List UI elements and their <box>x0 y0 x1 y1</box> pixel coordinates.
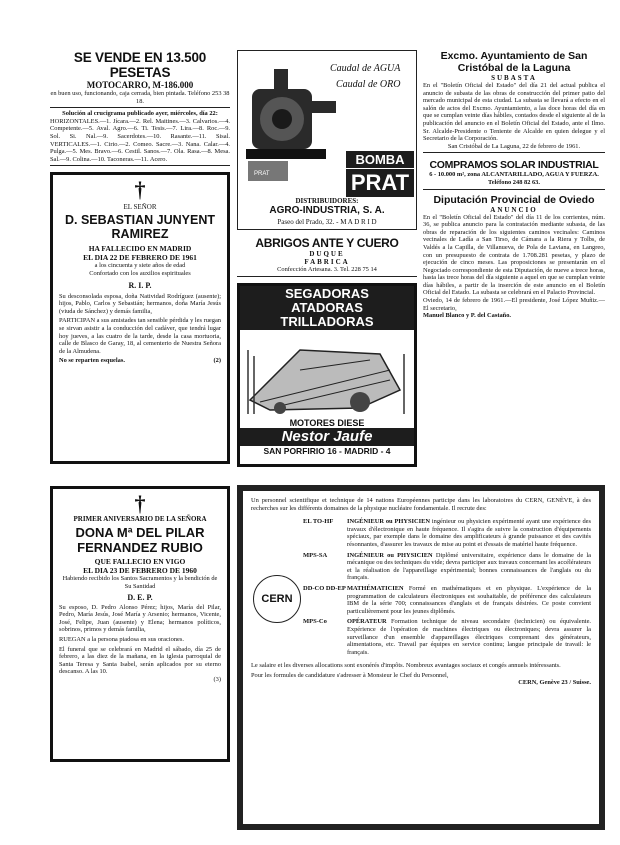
dip-body: En el "Boletín Oficial del Estado" del día 11 de los corrientes, núm. 36, se publica anuncio para la contratación mediante subasta, de las obras de reparación de los siguientes caminos vecinales: Caminos vecinales de Ladía a San Tirso, de Cámara a la Riera y Tolbs, de Valdés a la Capilla, de Villanueva, de Pola de Laviana, en Langreo, con un presupuesto de contrata de 1.708.281 pesetas, y plazo de ejecución de cinco meses. Las proposiciones se presentarán en el Negociado correspondiente de esta Diputación, de nueve a trece horas, hasta las trece horas del día siguiente a aquel en que se cumplan veinte días hábiles, a partir de la inserción de este anuncio en el Boletín Oficial del Estado. La subasta se celebrará en el Palacio Provincial. <box>423 213 605 297</box>
solar-ad <box>423 159 605 189</box>
dip-sign1: Oviedo, 14 de febrero de 1961.—El presidente, José López Muñiz.—El secretario, <box>423 297 605 312</box>
obit2-anniversary: PRIMER ANIVERSARIO DE LA SEÑORA <box>73 515 207 524</box>
obit2-name-line2: FERNANDEZ RUBIO <box>77 540 203 556</box>
cern-body <box>251 515 591 656</box>
obit1-name-line2: RAMIREZ <box>111 227 169 242</box>
sale-title: SE VENDE EN 13.500 PESETAS <box>73 50 207 80</box>
cern-item-text <box>347 518 591 548</box>
harvester-ad <box>237 283 417 467</box>
cern-item-text <box>347 585 591 615</box>
crossword-body: HORIZONTALES.—1. Jícara.—2. Rel. Maitines.—3. Calvarios.—4. Competente.—5. Aval. Agro.—6. Ti. Tesis.—7. Lira.—8. Roc.—9. Sol. Si. Nal.—9. Sacerdotes.—10. Rasante.—11. Sisal. VERTICALES.—1. Cirio.—2. Comeo. Sacre.—3. Nana. Calar.—4. Pulga.—5. Mes. Bravo.—6. Cestil. Sanos.—7. Ola. Rasa.—8. Mesa. Sal.—9. Colina.—10. Taconeras.—11. Acero. <box>50 117 230 163</box>
pump-brand-text: PRAT <box>350 170 410 195</box>
crossword-title: Solución al crucigrama publicado ayer, miércoles, día 22: <box>62 110 218 118</box>
coats-ad <box>237 236 417 277</box>
left-column <box>50 50 230 845</box>
svg-text:PRAT: PRAT <box>254 171 270 177</box>
obit2-date: EL DIA 23 DE FEBRERO DE 1960 <box>83 566 197 576</box>
harvester-line1: SEGADORAS <box>240 286 414 301</box>
cern-logo-col <box>251 515 303 656</box>
pump-address: Paseo del Prado, 32. - M A D R I D <box>277 218 377 226</box>
harvester-line3: TRILLADORAS <box>240 315 414 330</box>
sale-subtitle: MOTOCARRO, M-186.000 <box>86 80 194 90</box>
obit1-note-text: No se reparten esquelas. <box>59 357 125 365</box>
harvester-address: SAN PORFIRIO 16 - MADRID - 4 <box>263 445 391 456</box>
coats-address: Confección Artesana. 3. Tel. 228 75 14 <box>277 266 377 273</box>
cern-item-code: DD-CO DD-EP <box>303 584 346 592</box>
dip-title: Diputación Provincial de Oviedo <box>433 193 595 206</box>
dip-sign2: Manuel Blanco y P. del Castaño. <box>423 312 511 320</box>
obit1-rip: R. I. P. <box>128 280 152 290</box>
cern-item-title: MATHÉMATICIEN <box>347 584 404 592</box>
dip-sub: ANUNCIO <box>490 205 538 214</box>
middle-column <box>237 50 417 480</box>
cern-item <box>303 618 591 656</box>
obit2-ref: (3) <box>213 675 221 683</box>
pump-dist-name: AGRO-INDUSTRIA, S. A. <box>269 205 385 216</box>
sale-ad <box>50 50 230 108</box>
cern-footer-2: Pour les formules de candidature s'adresser à Monsieur le Chef du Personnel, <box>251 671 449 679</box>
harvester-line2: ATADORAS <box>240 301 414 315</box>
obituary-junyent <box>50 172 230 464</box>
cern-footer-3: CERN, Genève 23 / Suisse. <box>518 679 591 687</box>
cross-icon: † <box>134 491 146 517</box>
cern-item-desc: Formé en mathématiques et en physique. L'expérience de la programmation de calculateurs électroniques est souhaitable, de préférence des calculateurs IBM de la série 700; connaissances d'anglais et de français désirées. Ce poste convient particulièrement pour les jeunes diplômés. <box>347 584 591 615</box>
obit2-died: QUE FALLECIO EN VIGO <box>94 557 186 567</box>
harvester-machine-icon <box>240 330 414 418</box>
cern-logo <box>253 575 301 623</box>
obit2-family: Su esposo, D. Pedro Alonso Pérez; hijos, María del Pilar, Pedro, María Jesús, José María y Arsenio; hermanos, Vicente, José, Felipe, Juan (ausente) y Elena; hermanos políticos, sobrinos, primos y demás familia, <box>59 603 221 634</box>
harvester-brand: Nestor Jaufe <box>240 428 414 446</box>
ayto-sub: SUBASTA <box>491 74 537 82</box>
cern-footer-1: Le salaire et les diverses allocations sont exonérés d'impôts. Nombreux avantages sociaux et congés annuels intéressants. <box>251 662 561 670</box>
cern-item-code: MPS-SA <box>303 551 328 559</box>
solar-title: COMPRAMOS SOLAR INDUSTRIAL <box>429 159 599 172</box>
coats-sub1: DUQUE <box>309 250 345 258</box>
obit1-died: HA FALLECIDO EN MADRID <box>88 244 192 254</box>
obit2-ruegan: RUEGAN a la persona piadosa en sus oraciones. <box>59 635 184 643</box>
pump-drawing <box>244 59 344 187</box>
obit2-rip: D. E. P. <box>127 592 153 602</box>
cern-ad <box>237 485 605 830</box>
pump-script-2: Caudal de ORO <box>336 79 401 90</box>
cern-item-title: INGÉNIEUR ou PHYSICIEN <box>347 518 430 526</box>
ayto-body: En el "Boletín Oficial del Estado" del día 21 del actual publica el anuncio de subasta de las obras de construcción del primer patio del mercado municipal de esta ciudad. La subasta se llevará a efecto en el salón de actos del Excmo. Ayuntamiento, a las doce horas del día en que se cumplan veinte días hábiles, contados desde el siguiente al de la publicación del anuncio en el Boletín Oficial del Estado, ante el Ilmo. Sr. Alcalde-Presidente o Teniente de Alcalde en quien delegue y el Secretario de la Corporación. <box>423 82 605 143</box>
cern-item <box>303 552 591 582</box>
sale-body: en buen uso, funcionando, caja cerrada, bien pintada. Teléfono 253 38 18. <box>50 90 230 105</box>
obit1-participan: PARTICIPAN a sus amistades tan sensible pérdida y les ruegan se sirvan asistir a la conducción del cadáver, que tendrá lugar hoy jueves, a las cuatro de la tarde, desde la casa mortuoria, calle de Blasco de Garay, 18, al cementerio de Nuestra Señora de la Almudena. <box>59 317 221 355</box>
cern-logo-text: CERN <box>261 593 293 606</box>
pump-script-1: Caudal de AGUA <box>330 63 401 74</box>
cern-item-text <box>347 552 591 582</box>
pump-ad <box>237 50 417 230</box>
pump-dist-label: DISTRIBUIDORES: <box>295 197 359 205</box>
cern-item-desc: ingénieur ou physicien expérimenté ayant une expérience des travaux d'électronique en haute fréquence. Il s'agira de suivre la construction d'équipements spéciaux, par exemple dans le domaine des amplificateurs à grande puissance et des cavités résonnantes, d'assurer les travaux de mise au point et d'essais de matériel haute fréquence. <box>347 518 591 548</box>
crossword-solution <box>50 110 230 166</box>
coats-title: ABRIGOS ANTE Y CUERO <box>255 236 399 250</box>
cern-item-text <box>347 618 591 656</box>
diputacion-notice <box>423 194 605 320</box>
pump-bomba <box>346 151 414 168</box>
obit1-note <box>59 357 221 365</box>
cross-icon: † <box>134 177 146 203</box>
obit2-sacraments: Habiendo recibido los Santos Sacramentos y la bendición de Su Santidad <box>62 575 218 590</box>
ayto-sign: San Cristóbal de La Laguna, 22 de febrero de 1961. <box>447 142 581 150</box>
cern-item-title: OPÉRATEUR <box>347 618 387 626</box>
obituary-fernandez <box>50 486 230 762</box>
ayto-title: Excmo. Ayuntamiento de San Cristóbal de la Laguna <box>440 50 588 74</box>
cern-item <box>303 585 591 615</box>
cern-item-title: INGÉNIEUR ou PHYSICIEN <box>347 551 433 559</box>
cern-item-desc: Diplômé universitaire, expérience dans le domaine de la mécanique ou des techniques du vide; devra participer aux travaux concernant les accélérateurs et la réalisation de l'appareillage expérimental; bonnes connaissances de l'anglais ou du français. <box>347 551 591 582</box>
obit1-name-line1: D. SEBASTIAN JUNYENT <box>64 213 216 228</box>
solar-body: 6 - 10.000 m², zona ALCANTARILLADO, AGUA Y FUERZA. Teléfono 248 82 63. <box>429 171 599 186</box>
ayuntamiento-notice <box>423 50 605 153</box>
cern-item <box>303 518 591 548</box>
pump-bomba-text: BOMBA <box>355 152 405 167</box>
cern-items <box>303 515 591 656</box>
obit1-date: EL DIA 22 DE FEBRERO DE 1961 <box>83 253 197 263</box>
right-column <box>423 50 605 480</box>
obit1-sacraments: Confortado con los auxilios espirituales <box>89 269 191 277</box>
obit1-ref: (2) <box>213 357 221 365</box>
obit1-age: a los cincuenta y siete años de edad <box>94 262 186 270</box>
coats-sub2: FABRICA <box>304 258 350 266</box>
obit1-family: Su desconsolada esposa, doña Natividad Rodríguez (ausente); hijos, Pablo, Carlos y Sebastián; hermanos, doña María Jesús (viuda de Sánchez) y demás familia, <box>59 292 221 315</box>
cern-item-code: EL TO-HF <box>303 518 334 526</box>
pump-brand <box>346 169 414 197</box>
harvester-engines: MOTORES DIESE <box>289 417 365 428</box>
cern-intro: Un personnel scientifique et technique de 14 nations Européennes participe dans les laboratoires du CERN, GENÈVE, à des recherches sur les différents domaines de la physique nucléaire fondamentale. Il recrute des: <box>251 497 591 512</box>
obit1-honorific: EL SEÑOR <box>123 203 157 212</box>
cern-item-code: MPS-Co <box>303 618 327 626</box>
obit2-name-line1: DONA Mª DEL PILAR <box>75 525 205 541</box>
water-pump-icon <box>244 59 344 187</box>
obit2-masses: El funeral que se celebrará en Madrid el sábado, día 25 de febrero, a las diez de la mañana, en la iglesia parroquial de Santa Teresa y Santa Isabel, serán aplicados por su eterno descanso. A las 10. <box>59 645 221 676</box>
cern-item-desc: Formation technique de niveau secondaire (technicien) ou équivalente. Expérience de l'opération de machines électriques ou électroniques; devra assurer la surveillance d'un ensemble d'appareillages électriques comprenant des générateurs, alimentations, etc. Travail par équipes en service continu; langue principale de travail: le français. <box>347 618 591 656</box>
